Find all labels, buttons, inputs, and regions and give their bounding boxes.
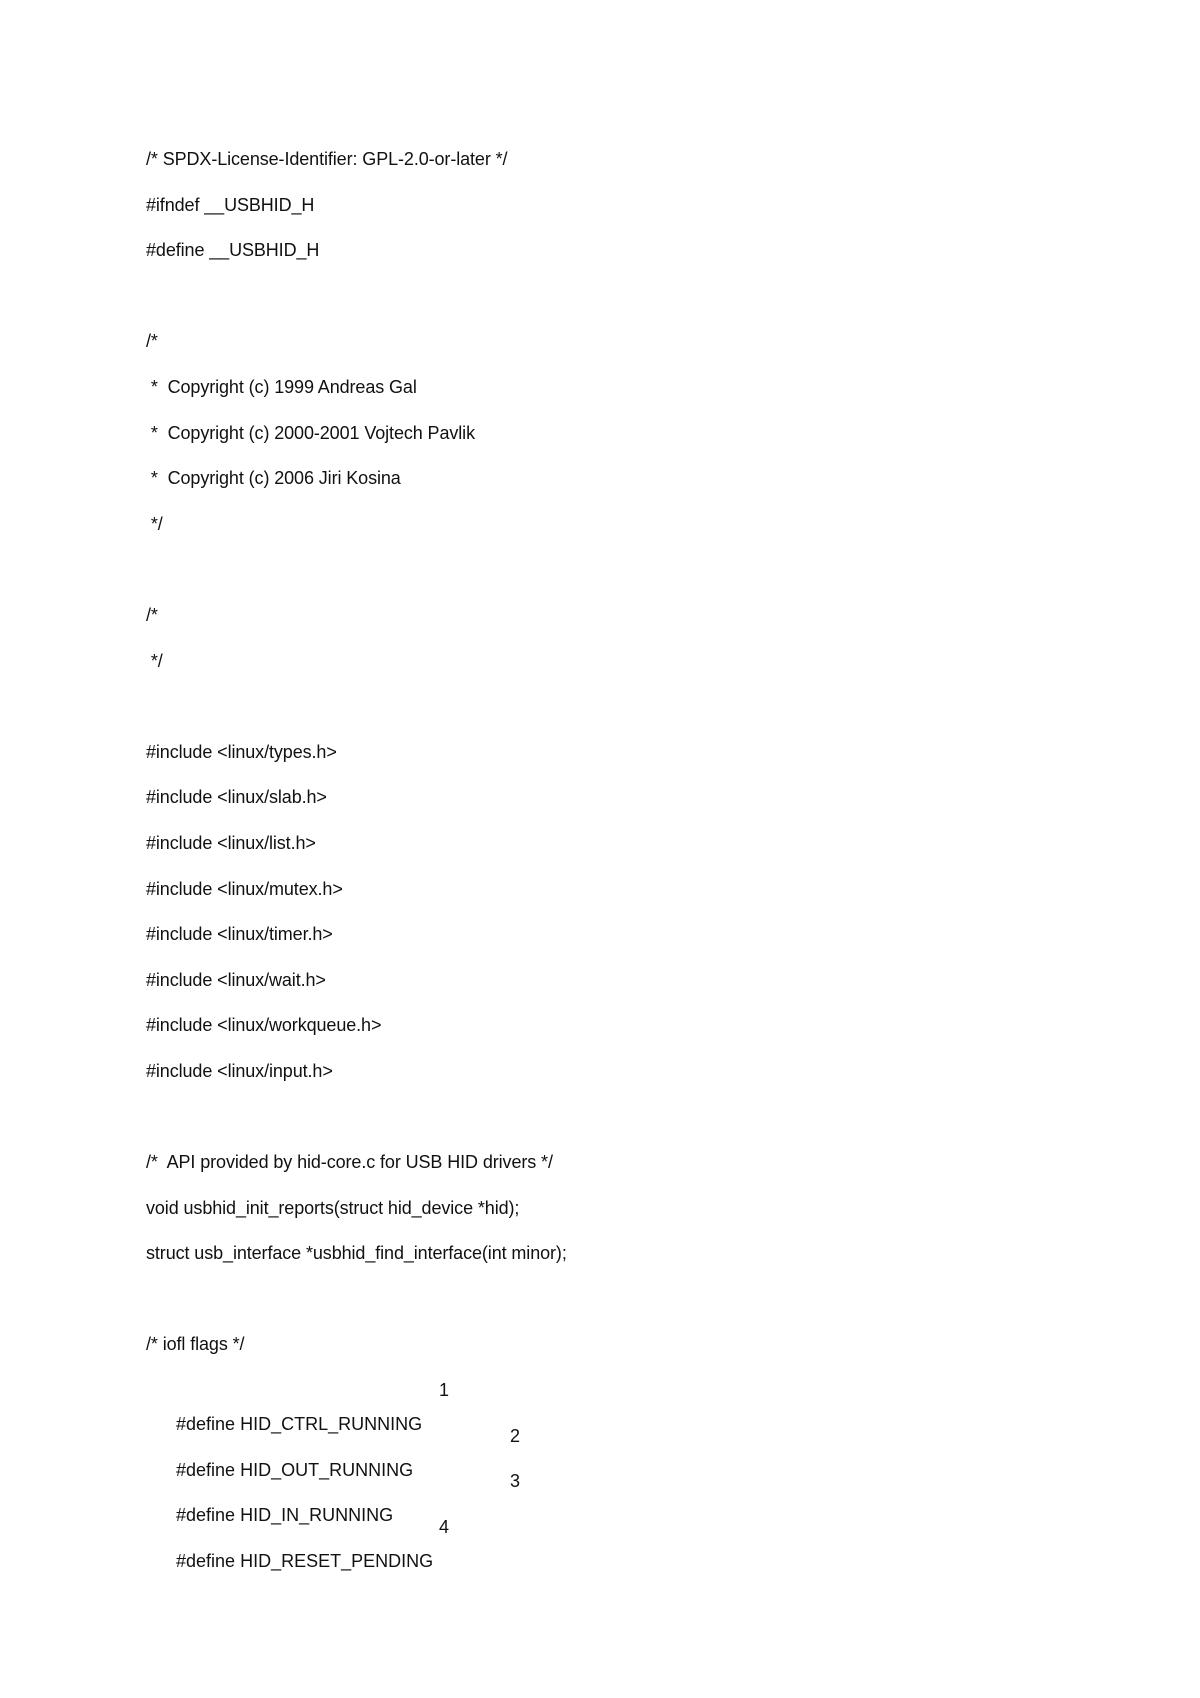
include-line: #include <linux/timer.h>: [146, 924, 333, 945]
define-guard: #define __USBHID_H: [146, 240, 320, 261]
flags-comment: /* iofl flags */: [146, 1334, 245, 1355]
empty-comment-close: */: [146, 650, 163, 671]
function-declaration: void usbhid_init_reports(struct hid_device *hid);: [146, 1197, 520, 1218]
function-declaration: struct usb_interface *usbhid_find_interface(int minor);: [146, 1243, 567, 1264]
define-value: 4: [439, 1516, 450, 1537]
define-value: 1: [439, 1380, 450, 1401]
blank-line: [146, 689, 1106, 735]
empty-comment-open: /*: [146, 604, 158, 625]
include-line: #include <linux/wait.h>: [146, 969, 326, 990]
include-line: #include <linux/types.h>: [146, 741, 337, 762]
include-line: #include <linux/list.h>: [146, 832, 316, 853]
define-name: #define HID_RESET_PENDING: [176, 1550, 434, 1571]
include-line: #include <linux/input.h>: [146, 1060, 333, 1081]
blank-line: [146, 279, 1106, 325]
define-line: [146, 1419, 1106, 1480]
blank-line: [146, 552, 1106, 598]
define-line: [146, 1464, 1106, 1526]
include-line: #include <linux/workqueue.h>: [146, 1015, 382, 1036]
api-comment: /* API provided by hid-core.c for USB HID drivers */: [146, 1152, 553, 1173]
copyright-line: * Copyright (c) 2000-2001 Vojtech Pavlik: [146, 422, 475, 443]
blank-line: [146, 1282, 1106, 1328]
define-name: #define HID_CTRL_RUNNING: [176, 1414, 423, 1435]
define-name: #define HID_OUT_RUNNING: [176, 1459, 414, 1480]
include-line: #include <linux/mutex.h>: [146, 878, 343, 899]
define-line: [146, 1373, 1106, 1435]
license-comment: /* SPDX-License-Identifier: GPL-2.0-or-later */: [146, 149, 508, 169]
define-value: 2: [510, 1425, 521, 1446]
blank-line: [146, 1099, 1106, 1145]
copyright-comment-open: /*: [146, 331, 158, 352]
ifndef-guard: #ifndef __USBHID_H: [146, 194, 315, 215]
include-line: #include <linux/slab.h>: [146, 787, 327, 808]
copyright-comment-close: */: [146, 513, 163, 534]
copyright-line: * Copyright (c) 2006 Jiri Kosina: [146, 468, 401, 489]
define-value: 3: [510, 1471, 521, 1492]
define-line: [146, 1510, 1106, 1571]
code-listing: [146, 142, 1106, 1571]
define-name: #define HID_IN_RUNNING: [176, 1505, 394, 1526]
copyright-line: * Copyright (c) 1999 Andreas Gal: [146, 376, 417, 397]
